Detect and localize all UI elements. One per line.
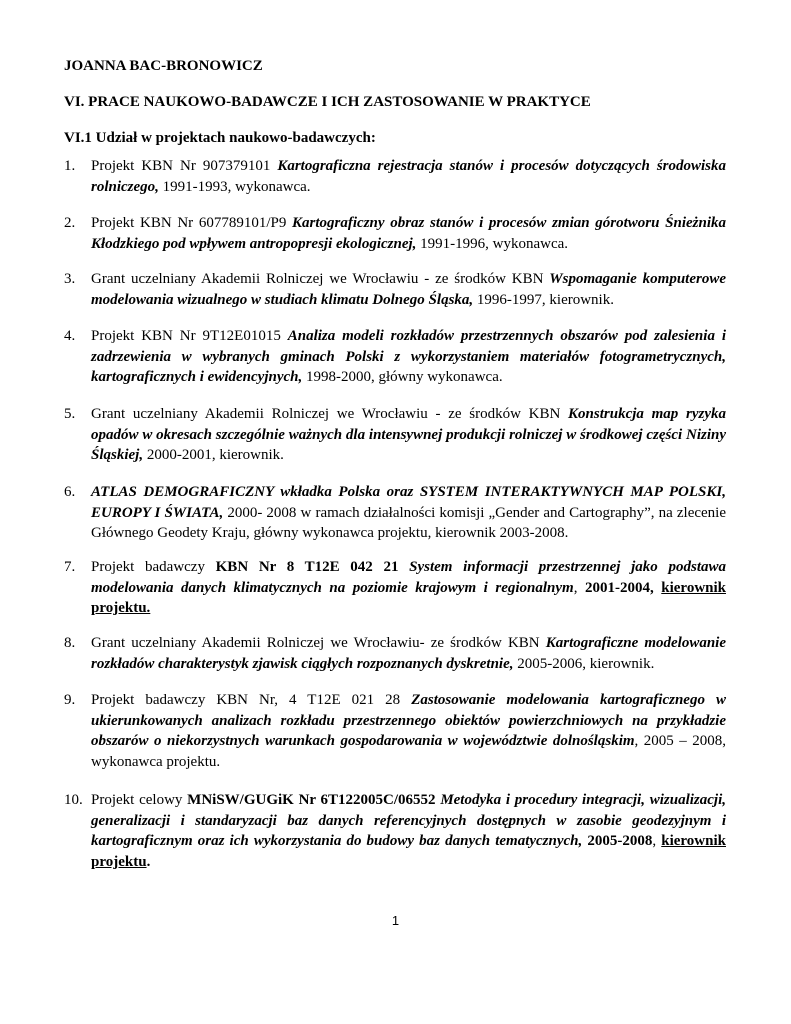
list-item [64,213,726,254]
project-title: Zastosowanie modelowania kartograficznego w ukierunkowanych analizach rozkładu przestrzennego obiektów powierzchniowych na przykładzie obszarów o niekorzystnych warunkach gospodarowania w województwie dolnośląskim [91,692,726,749]
project-code: MNiSW/GUGiK Nr 6T122005C/06552 [187,792,436,808]
project-title: Metodyka i procedury integracji, wizualizacji, generalizacji i standaryzacji baz danych referencyjnych dostępnych w zasobie geodezyjnym i kartograficznym oraz ich wykorzystania do budowy baz danych tematycznych, [91,792,726,849]
subsection-title: VI.1 Udział w projektach naukowo-badawczych: [64,130,376,146]
item-number: 4. [64,328,76,344]
item-text: Projekt KBN Nr 607789101/P9 Kartograficzny obraz stanów i procesów zmian górotworu Śnieżnika Kłodzkiego pod wpływem antropopresji ekologicznej, 1991-1996, wykonawca. [91,215,726,252]
item-text: Grant uczelniany Akademii Rolniczej we Wrocławiu - ze środków KBN Wspomaganie komputerowe modelowania wizualnego w studiach klimatu Dolnego Śląska, 1996-1997, kierownik. [91,271,726,308]
project-code: KBN Nr 8 T12E 042 21 [215,559,399,575]
list-item [64,269,726,310]
item-text: ATLAS DEMOGRAFICZNY wkładka Polska oraz SYSTEM INTERAKTYWNYCH MAP POLSKI, EUROPY I ŚWIATA, 2000- 2008 w ramach działalności komisji „Gender and Cartography”, na zlecenie Głównego Geodety Kraju, główny wykonawca projektu, kierownik 2003-2008. [91,484,726,541]
author-name: JOANNA BAC-BRONOWICZ [64,58,263,74]
project-title: Kartograficzna rejestracja stanów i procesów dotyczących środowiska rolniczego, [91,158,726,195]
item-number: 1. [64,158,76,174]
list-item [64,482,726,544]
list-item [64,404,726,466]
item-text: Grant uczelniany Akademii Rolniczej we Wrocławiu - ze środków KBN Konstrukcja map ryzyka opadów w okresach szczególnie ważnych dla intensywnej produkcji rolniczej w środkowej części Niziny Śląskiej, 2000-2001, kierownik. [91,406,727,463]
project-years: 2001-2004, [584,579,654,596]
item-number: 3. [64,271,76,287]
list-item [64,326,726,388]
project-title: Kartograficzny obraz stanów i procesów zmian górotworu Śnieżnika Kłodzkiego pod wpływem antropopresji ekologicznej, [91,215,726,252]
item-number: 5. [64,406,76,422]
item-text: Projekt badawczy KBN Nr, 4 T12E 021 28 Zastosowanie modelowania kartograficznego w ukierunkowanych analizach rozkładu przestrzennego obiektów powierzchniowych na przykładzie obszarów o niekorzystnych warunkach gospodarowania w województwie dolnośląskim, 2005 – 2008, wykonawca projektu. [91,692,726,770]
project-role: kierownik projektu. [91,579,727,616]
project-title: Konstrukcja map ryzyka opadów w okresach szczególnie ważnych dla intensywnej produkcji rolniczej w środkowej części Niziny Śląskiej, [91,406,727,463]
page-number: 1 [391,913,400,928]
item-number: 8. [64,635,76,651]
list-item [64,633,726,674]
item-text: Projekt KBN Nr 9T12E01015 Analiza modeli rozkładów przestrzennych obszarów pod zalesienia i zadrzewienia w wybranych gminach Polski z wykorzystaniem materiałów fotogrametrycznych, kartograficznych i ewidencyjnych, 1998-2000, główny wykonawca. [91,328,727,385]
list-item [64,690,726,772]
item-number: 2. [64,215,76,231]
project-role: kierownik projektu [91,833,726,870]
item-number: 7. [64,559,76,575]
project-title: Analiza modeli rozkładów przestrzennych obszarów pod zalesienia i zadrzewienia w wybranych gminach Polski z wykorzystaniem materiałów fotogrametrycznych, kartograficznych i ewidencyjnych, [91,328,727,385]
project-title: System informacji przestrzennej jako podstawa modelowania danych klimatycznych na poziomie krajowym i regionalnym [91,559,726,596]
list-item [64,557,726,619]
list-item [64,156,726,197]
item-text: Projekt KBN Nr 907379101 Kartograficzna rejestracja stanów i procesów dotyczących środowiska rolniczego, 1991-1993, wykonawca. [91,158,726,195]
item-number: 10. [64,792,83,808]
project-title: Wspomaganie komputerowe modelowania wizualnego w studiach klimatu Dolnego Śląska, [91,271,726,308]
item-text: Grant uczelniany Akademii Rolniczej we Wrocławiu- ze środków KBN Kartograficzne modelowanie rozkładów charakterystyk zjawisk ciągłych rozpoznanych dyskretnie, 2005-2006, kierownik. [91,635,727,672]
project-years: 2005-2008 [587,833,653,849]
project-title: Kartograficzne modelowanie rozkładów charakterystyk zjawisk ciągłych rozpoznanych dyskretnie, [91,635,727,672]
item-number: 6. [64,484,76,500]
section-title: VI. PRACE NAUKOWO-BADAWCZE I ICH ZASTOSOWANIE W PRAKTYCE [64,94,591,110]
list-item [64,790,726,872]
item-text: Projekt celowy MNiSW/GUGiK Nr 6T122005C/06552 Metodyka i procedury integracji, wizualizacji, generalizacji i standaryzacji baz danych referencyjnych dostępnych w zasobie geodezyjnym i kartograficznym oraz ich wykorzystania do budowy baz danych tematycznych, 2005-2008, kierownik projektu. [91,792,726,870]
item-text: Projekt badawczy KBN Nr 8 T12E 042 21 System informacji przestrzennej jako podstawa modelowania danych klimatycznych na poziomie krajowym i regionalnym, 2001-2004, kierownik projektu. [91,559,727,616]
item-number: 9. [64,692,76,708]
project-title: ATLAS DEMOGRAFICZNY wkładka Polska oraz SYSTEM INTERAKTYWNYCH MAP POLSKI, EUROPY I ŚWIATA, [91,484,726,521]
